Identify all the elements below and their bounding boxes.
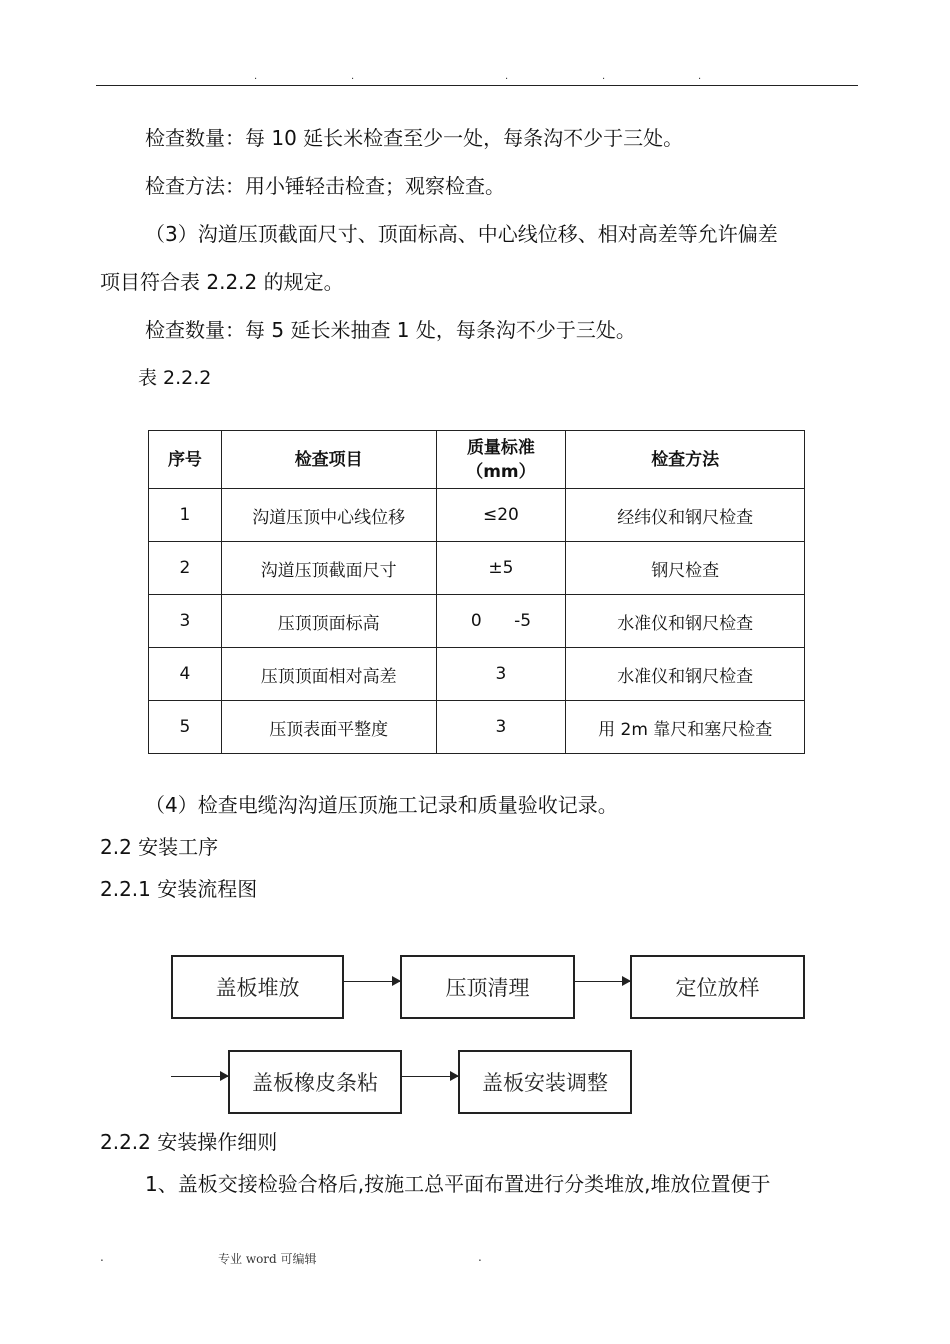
header-dot: . — [351, 71, 355, 82]
footer-dot-right: . — [478, 1250, 482, 1264]
cell-no: 2 — [149, 542, 222, 595]
cell-method: 钢尺检查 — [566, 542, 805, 595]
cell-standard: 3 — [436, 701, 566, 754]
header-dot: . — [602, 71, 606, 82]
table-row — [149, 701, 805, 754]
section-heading-2-2-2: 2.2.2 安装操作细则 — [100, 1130, 278, 1154]
table-row — [149, 489, 805, 542]
cell-item: 压顶顶面标高 — [221, 595, 436, 648]
paragraph-inspection-method: 检查方法：用小锤轻击检查；观察检查。 — [145, 174, 505, 198]
header-dot: . — [698, 71, 702, 82]
cell-no: 5 — [149, 701, 222, 754]
flow-step-rubber-strip: 盖板橡皮条粘 — [228, 1050, 402, 1114]
flow-step-install-adjust: 盖板安装调整 — [458, 1050, 632, 1114]
cell-no: 3 — [149, 595, 222, 648]
paragraph-sampling: 检查数量：每 5 延长米抽查 1 处，每条沟不少于三处。 — [145, 318, 636, 342]
table-caption: 表 2.2.2 — [138, 367, 212, 389]
header-standard-unit: （mm） — [466, 461, 536, 482]
cell-item: 压顶顶面相对高差 — [221, 648, 436, 701]
cell-item: 压顶表面平整度 — [221, 701, 436, 754]
cell-method: 经纬仪和钢尺检查 — [566, 489, 805, 542]
cell-standard: 3 — [436, 648, 566, 701]
flow-step-cover-stacking: 盖板堆放 — [171, 955, 344, 1019]
cell-method: 水准仪和钢尺检查 — [566, 595, 805, 648]
section-heading-2-2-1: 2.2.1 安装流程图 — [100, 877, 258, 901]
cell-standard: 0 -5 — [436, 595, 566, 648]
cell-no: 1 — [149, 489, 222, 542]
header-item: 检查项目 — [221, 431, 436, 489]
table-row — [149, 595, 805, 648]
paragraph-item-3: （3）沟道压顶截面尺寸、顶面标高、中心线位移、相对高差等允许偏差 — [145, 222, 778, 246]
paragraph-inspection-quantity: 检查数量：每 10 延长米检查至少一处，每条沟不少于三处。 — [145, 126, 684, 150]
footer-dot-left: . — [100, 1250, 104, 1264]
paragraph-item-3-cont: 项目符合表 2.2.2 的规定。 — [100, 270, 344, 294]
table-row — [149, 542, 805, 595]
paragraph-step-1: 1、盖板交接检验合格后,按施工总平面布置进行分类堆放,堆放位置便于 — [145, 1172, 771, 1196]
header-dot: . — [505, 71, 509, 82]
cell-item: 沟道压顶中心线位移 — [221, 489, 436, 542]
footer-text: 专业 word 可编辑 — [218, 1252, 317, 1266]
header-no: 序号 — [149, 431, 222, 489]
cell-no: 4 — [149, 648, 222, 701]
flow-arrow — [402, 1076, 458, 1077]
flow-step-positioning: 定位放样 — [630, 955, 805, 1019]
flow-step-top-cleaning: 压顶清理 — [400, 955, 575, 1019]
paragraph-item-4: （4）检查电缆沟沟道压顶施工记录和质量验收记录。 — [145, 793, 618, 817]
section-heading-2-2: 2.2 安装工序 — [100, 835, 219, 859]
header-method: 检查方法 — [566, 431, 805, 489]
cell-method: 水准仪和钢尺检查 — [566, 648, 805, 701]
flow-arrow — [344, 981, 400, 982]
flow-arrow — [171, 1076, 228, 1077]
cell-standard: ≤20 — [436, 489, 566, 542]
header-dot: . — [254, 71, 258, 82]
tolerance-table — [148, 430, 805, 754]
cell-method: 用 2m 靠尺和塞尺检查 — [566, 701, 805, 754]
table-row — [149, 648, 805, 701]
table-header-row — [149, 431, 805, 489]
cell-item: 沟道压顶截面尺寸 — [221, 542, 436, 595]
header-standard — [436, 431, 566, 489]
header-standard-label: 质量标准 — [466, 437, 535, 458]
cell-standard: ±5 — [436, 542, 566, 595]
flow-arrow — [575, 981, 630, 982]
header-rule — [96, 85, 858, 86]
